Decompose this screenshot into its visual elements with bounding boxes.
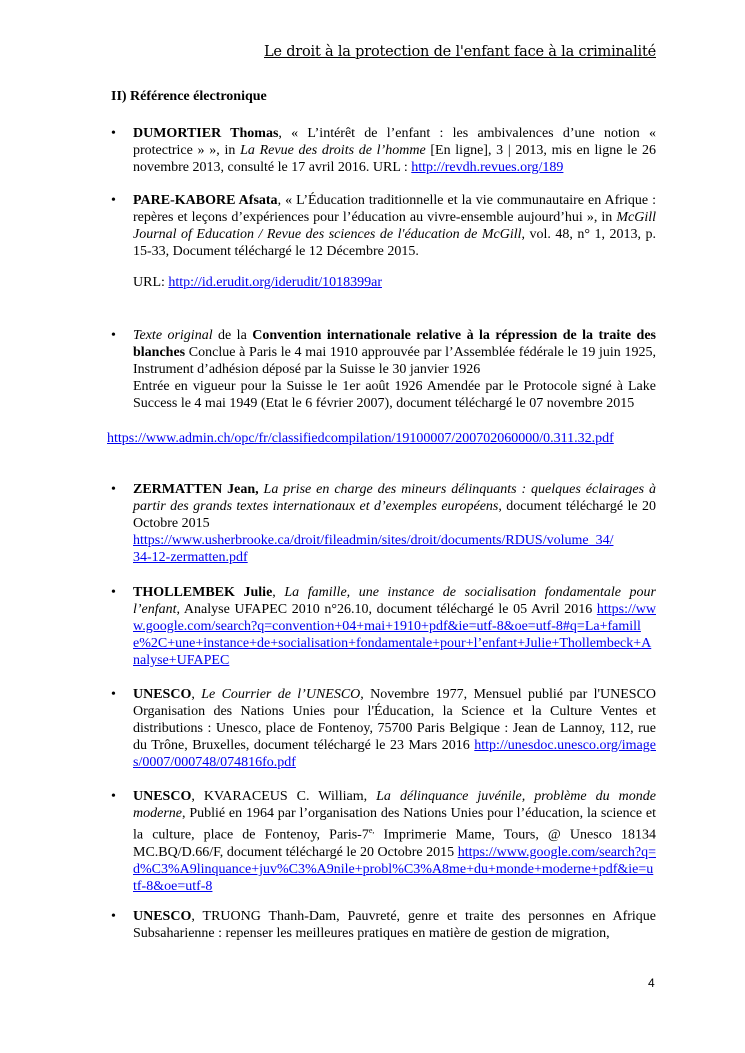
- reference-link[interactable]: http://unesdoc.unesco.org/images/0007/000748/074816fo.pdf: [133, 738, 656, 770]
- bullet-icon: •: [111, 789, 116, 804]
- bullet-icon: •: [111, 328, 116, 343]
- page-number: 4: [648, 976, 655, 990]
- reference-entry: • PARE-KABORE Afsata, « L’Éducation traditionnelle et la vie communautaire en Afrique : repères et leçons d’expériences pour l’éducation au vivre-ensemble aujourd’hui », in McGill Journal of Education / Revue des sciences de l'éducation de McGill, vol. 48, n° 1, 2013, p. 15-33, Document téléchargé le 12 Décembre 2015. URL: http://id.erudit.org/iderudit/1018399ar: [111, 193, 657, 290]
- reference-entry: • UNESCO, TRUONG Thanh-Dam, Pauvreté, genre et traite des personnes en Afrique Subsaharienne : repenser les meilleures pratiques en matière de gestion de migration,: [111, 909, 656, 941]
- reference-entry: • ZERMATTEN Jean, La prise en charge des mineurs délinquants : quelques éclairages à partir des grands textes internationaux et d’exemples européens, document téléchargé le 20 Octobre 2015 https://www.usherbrooke.ca/droit/fileadmin/sites/droit/documents/RDUS/volume_34/ 34-12-zermatten.pdf: [111, 482, 656, 565]
- reference-link[interactable]: https://www.admin.ch/opc/fr/classifiedcompilation/19100007/200702060000/0.311.32.pdf: [107, 431, 614, 446]
- reference-link[interactable]: https://www.usherbrooke.ca/droit/fileadmin/sites/droit/documents/RDUS/volume_34/ 34-12-zermatten.pdf: [133, 533, 614, 565]
- entry-author: ZERMATTEN Jean,: [133, 482, 259, 497]
- reference-link[interactable]: https://www.google.com/search?q=convention+04+mai+1910+pdf&ie=utf-8&oe=utf-8#q=La+famille%2C+une+instance+de+socialisation+fondamentale+pour+l’enfant+Julie+Thollembeck+Analyse+UFAPEC: [133, 602, 656, 668]
- url-line: URL: http://id.erudit.org/iderudit/1018399ar: [133, 275, 382, 290]
- reference-entry: • THOLLEMBEK Julie, La famille, une instance de socialisation fondamentale pour l’enfant, Analyse UFAPEC 2010 n°26.10, document téléchargé le 05 Avril 2016 https://www.google.com/search?q=convention+04+mai+1910+pdf&ie=utf-8&oe=utf-8#q=La+famille%2C+une+instance+de+socialisation+fondamentale+pour+l’enfant+Julie+Thollembeck+Analyse+UFAPEC: [111, 585, 657, 668]
- reference-link[interactable]: http://id.erudit.org/iderudit/1018399ar: [168, 275, 382, 290]
- entry-author: DUMORTIER Thomas: [133, 126, 279, 141]
- entry-author: UNESCO: [133, 789, 192, 804]
- reference-entry: • UNESCO, KVARACEUS C. William, La délinquance juvénile, problème du monde moderne, Publié en 1964 par l’organisation des Nations Unies pour l’éducation, la science et la culture, place de Fontenoy, Paris-$7^{e,}$ Imprimerie Mame, Tours, @ Unesco 18134 MC.BQ/D.66/F, document téléchargé le 20 Octobre 2015 https://www.google.com/search?q=d%C3%A9linquance+juv%C3%A9nile+probl%C3%A8me+du+monde+moderne+pdf&ie=utf-8&oe=utf-8: [111, 789, 656, 894]
- reference-entry: • Texte original de la Convention internationale relative à la répression de la traite des blanches Conclue à Paris le 4 mai 1910 approuvée par l’Assemblée fédérale le 19 juin 1925, Instrument d’adhésion déposé par la Suisse le 30 janvier 1926 Entrée en vigueur pour la Suisse le 1er août 1926 Amendée par le Protocole signé à Lake Success le 4 mai 1949 (Etat le 6 février 2007), document téléchargé le 07 novembre 2015: [111, 328, 657, 411]
- bullet-icon: •: [111, 126, 116, 141]
- bullet-icon: •: [111, 687, 116, 702]
- bullet-icon: •: [111, 193, 116, 208]
- entry-author: PARE-KABORE Afsata: [133, 193, 278, 208]
- reference-entry: • DUMORTIER Thomas, « L’intérêt de l’enfant : les ambivalences d’une notion « protectrice » », in La Revue des droits de l’homme [En ligne], 3 | 2013, mis en ligne le 26 novembre 2013, consulté le 17 avril 2016. URL : http://revdh.revues.org/189: [111, 126, 656, 175]
- reference-link[interactable]: https://www.google.com/search?q=d%C3%A9linquance+juv%C3%A9nile+probl%C3%A8me+du+monde+moderne+pdf&ie=utf-8&oe=utf-8: [133, 844, 656, 894]
- bullet-icon: •: [111, 482, 116, 497]
- running-header: Le droit à la protection de l'enfant face à la criminalité: [263, 44, 656, 60]
- entry-author: UNESCO: [133, 909, 192, 924]
- entry-author: UNESCO: [133, 687, 192, 702]
- reference-link[interactable]: http://revdh.revues.org/189: [411, 160, 564, 175]
- bullet-icon: •: [111, 585, 116, 600]
- reference-entry: • UNESCO, Le Courrier de l’UNESCO, Novembre 1977, Mensuel publié par l'UNESCO Organisation des Nations Unies pour l'Éducation, la Science et la Culture Ventes et distributions : Unesco, place de Fontenoy, 75700 Paris Belgique : Jean de Lannoy, 112, rue du Trône, Bruxelles, document téléchargé le 23 Mars 2016 http://unesdoc.unesco.org/images/0007/000748/074816fo.pdf: [111, 687, 657, 770]
- section-title: II) Référence électronique: [111, 89, 267, 104]
- bullet-icon: •: [111, 909, 116, 924]
- entry-author: THOLLEMBEK Julie: [133, 585, 273, 600]
